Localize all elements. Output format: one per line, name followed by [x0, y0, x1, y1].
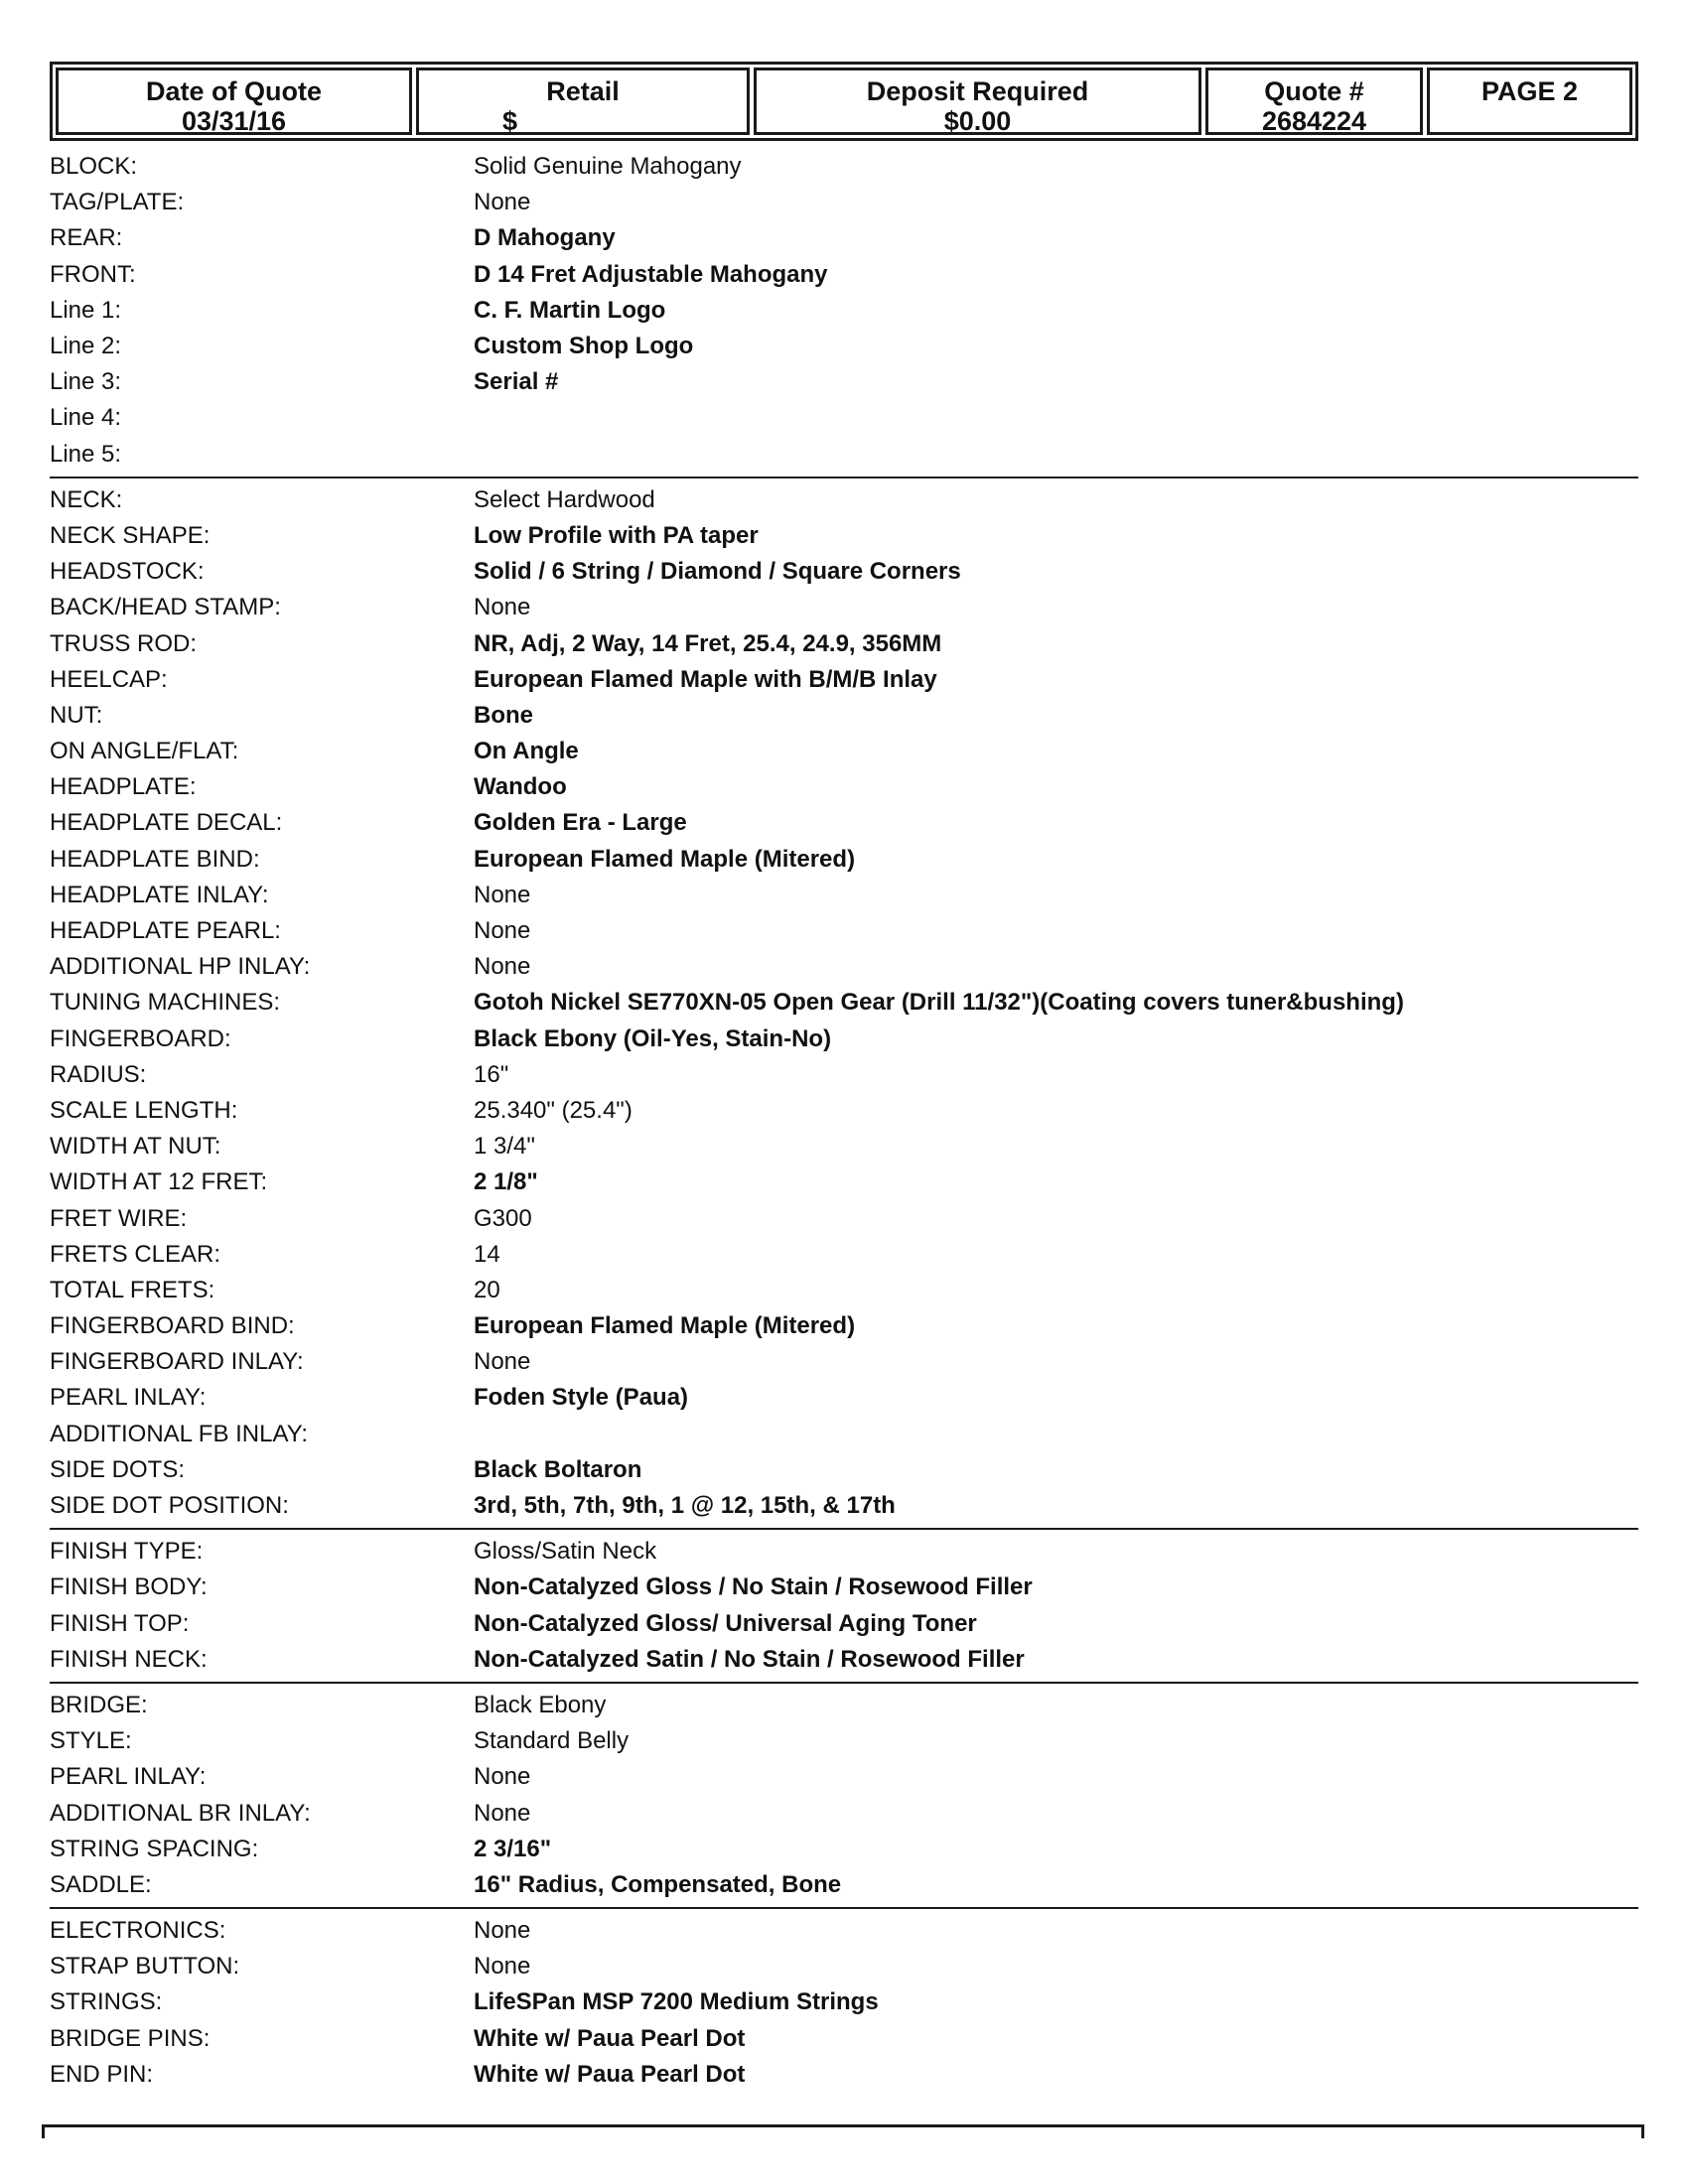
- spec-row: [50, 1237, 1638, 1273]
- spec-value: Black Ebony (Oil-Yes, Stain-No): [474, 1024, 832, 1052]
- spec-label: FINISH NECK:: [50, 1645, 208, 1673]
- spec-row: [50, 1344, 1638, 1380]
- spec-label: BACK/HEAD STAMP:: [50, 594, 281, 621]
- spec-label: WIDTH AT NUT:: [50, 1133, 221, 1160]
- spec-label: WIDTH AT 12 FRET:: [50, 1168, 268, 1196]
- date-of-quote-label: Date of Quote: [145, 76, 322, 106]
- spec-label: TAG/PLATE:: [50, 189, 185, 216]
- spec-row: [50, 734, 1638, 769]
- spec-label: PEARL INLAY:: [50, 1763, 207, 1791]
- spec-sections: [50, 145, 1638, 2097]
- spec-label: BRIDGE PINS:: [50, 2024, 211, 2052]
- spec-label: HEELCAP:: [50, 665, 168, 693]
- spec-value: Non-Catalyzed Gloss/ Universal Aging Toner: [474, 1609, 977, 1637]
- spec-label: ADDITIONAL BR INLAY:: [50, 1799, 311, 1827]
- date-of-quote-value: 03/31/16: [181, 106, 287, 136]
- spec-row: [50, 625, 1638, 661]
- retail-label: Retail: [546, 76, 620, 106]
- spec-row: [50, 2057, 1638, 2093]
- spec-value: None: [474, 881, 531, 908]
- spec-row: [50, 1688, 1638, 1723]
- spec-value: None: [474, 189, 531, 216]
- spec-row: [50, 1534, 1638, 1570]
- spec-value: Non-Catalyzed Satin / No Stain / Rosewood Filler: [474, 1645, 1025, 1673]
- spec-label: STRINGS:: [50, 1988, 163, 2016]
- finish-section: [50, 1530, 1638, 1684]
- spec-value: G300: [474, 1204, 532, 1232]
- spec-label: Line 3:: [50, 368, 122, 396]
- spec-value: 2 3/16": [474, 1835, 552, 1862]
- spec-value: None: [474, 1917, 531, 1945]
- spec-label: ADDITIONAL HP INLAY:: [50, 953, 311, 981]
- spec-value: None: [474, 594, 531, 621]
- spec-value: Wandoo: [474, 773, 567, 801]
- spec-label: END PIN:: [50, 2060, 154, 2088]
- spec-label: Line 4:: [50, 404, 122, 432]
- neck-section: [50, 478, 1638, 1530]
- spec-value: 3rd, 5th, 7th, 9th, 1 @ 12, 15th, & 17th: [474, 1492, 896, 1520]
- spec-label: FINGERBOARD:: [50, 1024, 231, 1052]
- spec-row: [50, 185, 1638, 220]
- spec-row: [50, 1642, 1638, 1678]
- spec-label: ELECTRONICS:: [50, 1917, 226, 1945]
- body-section: [50, 145, 1638, 478]
- deposit-required-label: Deposit Required: [866, 76, 1089, 106]
- spec-label: RADIUS:: [50, 1060, 147, 1088]
- spec-label: PEARL INLAY:: [50, 1384, 207, 1412]
- spec-label: STYLE:: [50, 1727, 132, 1755]
- spec-value: Black Ebony: [474, 1691, 607, 1718]
- spec-value: None: [474, 917, 531, 945]
- spec-label: HEADPLATE INLAY:: [50, 881, 269, 908]
- spec-value: None: [474, 1348, 531, 1376]
- spec-label: HEADSTOCK:: [50, 558, 205, 586]
- spec-label: TUNING MACHINES:: [50, 989, 281, 1017]
- spec-row: [50, 1380, 1638, 1416]
- spec-label: FRONT:: [50, 260, 136, 288]
- spec-label: HEADPLATE PEARL:: [50, 917, 281, 945]
- deposit-required-cell: [754, 68, 1201, 135]
- spec-value: Golden Era - Large: [474, 809, 687, 837]
- spec-row: [50, 518, 1638, 554]
- spec-label: NECK SHAPE:: [50, 521, 211, 549]
- spec-value: Bone: [474, 701, 533, 729]
- spec-value: European Flamed Maple (Mitered): [474, 1312, 856, 1340]
- spec-label: SIDE DOTS:: [50, 1455, 186, 1483]
- spec-value: Gotoh Nickel SE770XN-05 Open Gear (Drill 11/32")(Coating covers tuner&bushing): [474, 989, 1404, 1017]
- spec-row: [50, 1200, 1638, 1236]
- bridge-section: [50, 1684, 1638, 1909]
- spec-row: [50, 2021, 1638, 2057]
- spec-value: Standard Belly: [474, 1727, 630, 1755]
- spec-value: European Flamed Maple with B/M/B Inlay: [474, 665, 937, 693]
- spec-row: [50, 257, 1638, 293]
- spec-label: FRET WIRE:: [50, 1204, 188, 1232]
- page-number-cell: [1427, 68, 1632, 135]
- spec-label: SIDE DOT POSITION:: [50, 1492, 289, 1520]
- spec-label: NUT:: [50, 701, 103, 729]
- spec-row: [50, 1022, 1638, 1057]
- spec-label: STRAP BUTTON:: [50, 1953, 240, 1980]
- spec-row: [50, 1057, 1638, 1093]
- spec-row: [50, 1913, 1638, 1949]
- spec-label: TOTAL FRETS:: [50, 1276, 215, 1303]
- spec-value: None: [474, 1953, 531, 1980]
- spec-label: FRETS CLEAR:: [50, 1240, 221, 1268]
- spec-label: ADDITIONAL FB INLAY:: [50, 1420, 309, 1447]
- spec-label: FINGERBOARD BIND:: [50, 1312, 295, 1340]
- spec-value: Select Hardwood: [474, 485, 655, 513]
- spec-row: [50, 1795, 1638, 1831]
- spec-value: Foden Style (Paua): [474, 1384, 689, 1412]
- spec-label: STRING SPACING:: [50, 1835, 259, 1862]
- spec-value: White w/ Paua Pearl Dot: [474, 2024, 746, 2052]
- spec-row: [50, 400, 1638, 436]
- spec-value: None: [474, 1763, 531, 1791]
- spec-label: NECK:: [50, 485, 123, 513]
- spec-row: [50, 698, 1638, 734]
- bottom-divider: [42, 2124, 1644, 2127]
- spec-row: [50, 805, 1638, 841]
- spec-value: LifeSPan MSP 7200 Medium Strings: [474, 1988, 879, 2016]
- spec-label: FINISH TYPE:: [50, 1538, 204, 1566]
- date-of-quote-cell: [56, 68, 412, 135]
- spec-row: [50, 1867, 1638, 1903]
- spec-row: [50, 149, 1638, 185]
- spec-row: [50, 1570, 1638, 1605]
- spec-row: [50, 1488, 1638, 1524]
- spec-value: 1 3/4": [474, 1133, 535, 1160]
- spec-value: D 14 Fret Adjustable Mahogany: [474, 260, 828, 288]
- retail-cell: [416, 68, 750, 135]
- spec-row: [50, 842, 1638, 878]
- spec-label: SADDLE:: [50, 1870, 152, 1898]
- spec-row: [50, 1723, 1638, 1759]
- quote-number-label: Quote #: [1264, 76, 1364, 106]
- spec-value: On Angle: [474, 738, 579, 765]
- spec-row: [50, 1093, 1638, 1129]
- spec-row: [50, 769, 1638, 805]
- accessories-section: [50, 1909, 1638, 2097]
- quote-header: [50, 62, 1638, 141]
- spec-value: 20: [474, 1276, 500, 1303]
- spec-row: [50, 437, 1638, 473]
- spec-label: Line 5:: [50, 440, 122, 468]
- spec-value: Low Profile with PA taper: [474, 521, 759, 549]
- spec-label: HEADPLATE DECAL:: [50, 809, 283, 837]
- spec-label: FINISH TOP:: [50, 1609, 190, 1637]
- spec-row: [50, 220, 1638, 256]
- deposit-required-value: $0.00: [943, 106, 1012, 136]
- spec-value: C. F. Martin Logo: [474, 296, 666, 324]
- spec-row: [50, 662, 1638, 698]
- spec-value: Gloss/Satin Neck: [474, 1538, 657, 1566]
- spec-label: BLOCK:: [50, 153, 138, 181]
- spec-row: [50, 1164, 1638, 1200]
- spec-value: 16" Radius, Compensated, Bone: [474, 1870, 842, 1898]
- spec-label: REAR:: [50, 224, 123, 252]
- spec-row: [50, 1949, 1638, 1984]
- spec-label: HEADPLATE BIND:: [50, 845, 260, 873]
- spec-row: [50, 878, 1638, 913]
- spec-row: [50, 985, 1638, 1021]
- spec-label: TRUSS ROD:: [50, 629, 198, 657]
- spec-row: [50, 1417, 1638, 1452]
- spec-value: Solid / 6 String / Diamond / Square Corners: [474, 558, 961, 586]
- spec-label: FINGERBOARD INLAY:: [50, 1348, 304, 1376]
- spec-row: [50, 1308, 1638, 1344]
- spec-row: [50, 1606, 1638, 1642]
- spec-row: [50, 1273, 1638, 1308]
- spec-label: ON ANGLE/FLAT:: [50, 738, 239, 765]
- spec-row: [50, 1759, 1638, 1795]
- spec-row: [50, 293, 1638, 329]
- quote-number-cell: [1205, 68, 1423, 135]
- spec-row: [50, 913, 1638, 949]
- spec-row: [50, 482, 1638, 518]
- spec-row: [50, 590, 1638, 625]
- spec-value: Custom Shop Logo: [474, 333, 694, 360]
- page-number-label: PAGE 2: [1480, 76, 1579, 106]
- spec-label: Line 2:: [50, 333, 122, 360]
- spec-row: [50, 554, 1638, 590]
- spec-value: NR, Adj, 2 Way, 14 Fret, 25.4, 24.9, 356MM: [474, 629, 942, 657]
- spec-value: D Mahogany: [474, 224, 616, 252]
- spec-row: [50, 949, 1638, 985]
- spec-label: BRIDGE:: [50, 1691, 148, 1718]
- spec-row: [50, 1984, 1638, 2020]
- spec-label: SCALE LENGTH:: [50, 1096, 238, 1124]
- quote-number-value: 2684224: [1261, 106, 1367, 136]
- spec-row: [50, 329, 1638, 364]
- spec-value: 2 1/8": [474, 1168, 538, 1196]
- spec-value: None: [474, 1799, 531, 1827]
- spec-label: HEADPLATE:: [50, 773, 197, 801]
- spec-value: None: [474, 953, 531, 981]
- spec-value: Serial #: [474, 368, 559, 396]
- retail-value: $: [502, 106, 518, 136]
- spec-value: Solid Genuine Mahogany: [474, 153, 742, 181]
- spec-value: White w/ Paua Pearl Dot: [474, 2060, 746, 2088]
- spec-label: FINISH BODY:: [50, 1573, 208, 1601]
- spec-value: Black Boltaron: [474, 1455, 642, 1483]
- spec-value: European Flamed Maple (Mitered): [474, 845, 856, 873]
- spec-value: 25.340" (25.4"): [474, 1096, 633, 1124]
- spec-row: [50, 1832, 1638, 1867]
- spec-label: Line 1:: [50, 296, 122, 324]
- spec-value: Non-Catalyzed Gloss / No Stain / Rosewood Filler: [474, 1573, 1033, 1601]
- spec-row: [50, 1129, 1638, 1164]
- spec-row: [50, 364, 1638, 400]
- spec-value: 16": [474, 1060, 509, 1088]
- spec-row: [50, 1452, 1638, 1488]
- spec-value: 14: [474, 1240, 500, 1268]
